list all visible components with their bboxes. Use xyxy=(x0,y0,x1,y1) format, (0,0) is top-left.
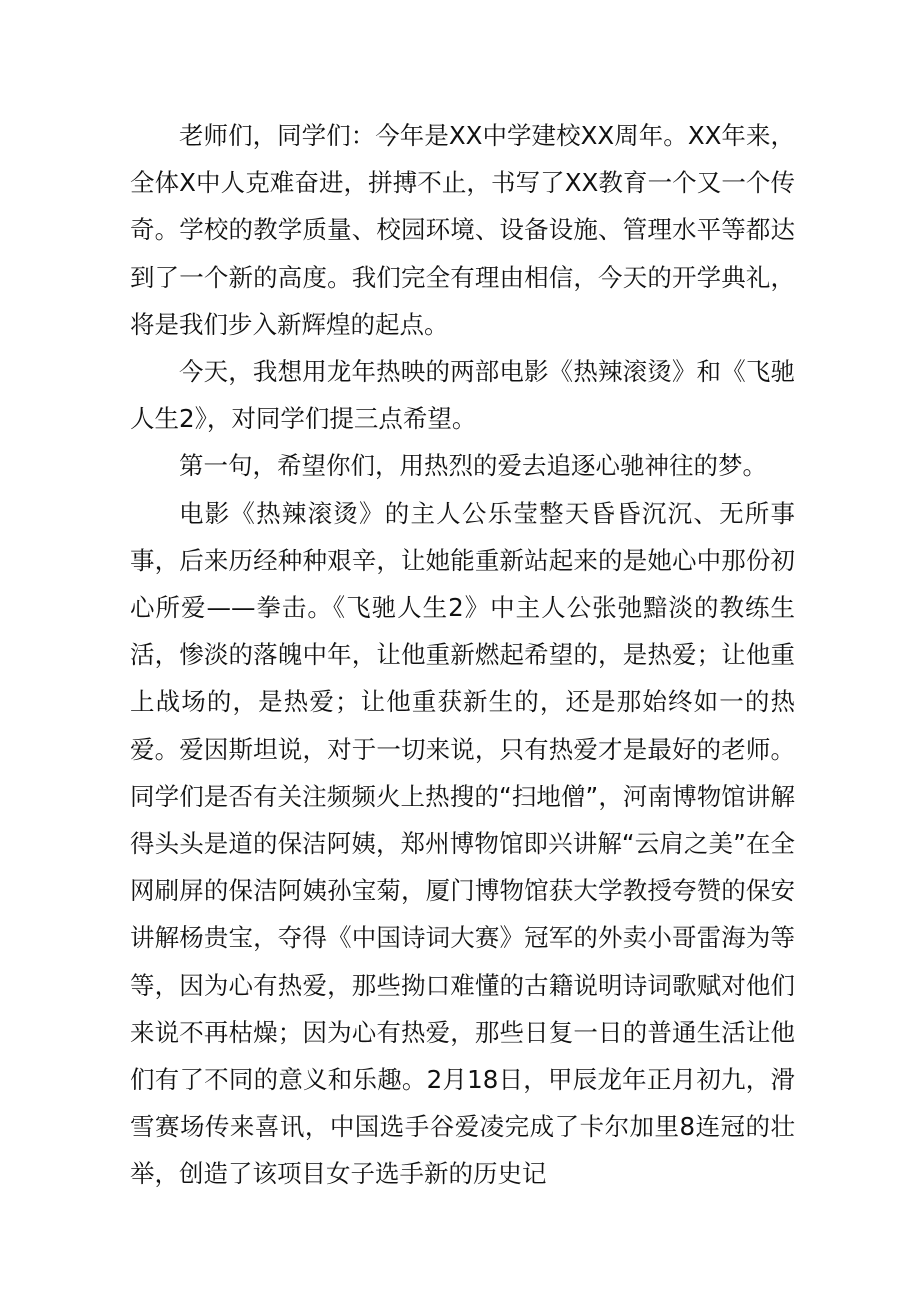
paragraph-films-intro: 今天，我想用龙年热映的两部电影《热辣滚烫》和《飞驰人生2》，对同学们提三点希望。 xyxy=(130,357,795,434)
document-body xyxy=(130,112,795,1198)
paragraph-first-hope: 第一句，希望你们，用热烈的爱去追逐心驰神往的梦。 xyxy=(179,451,767,481)
paragraph-film-story: 电影《热辣滚烫》的主人公乐莹整天昏昏沉沉、无所事事，后来历经种种艰辛，让她能重新站起来的是她心中那份初心所爱——拳击。《飞驰人生2》中主人公张弛黯淡的教练生活，惨淡的落魄中年，让他重新燃起希望的，是热爱；让他重上战场的，是热爱；让他重获新生的，还是那始终如一的热爱。爱因斯坦说，对于一切来说，只有热爱才是最好的老师。同学们是否有关注频频火上热搜的“扫地僧”，河南博物馆讲解得头头是道的保洁阿姨，郑州博物馆即兴讲解“云肩之美”在全网刷屏的保洁阿姨孙宝菊，厦门博物馆获大学教授夸赞的保安讲解杨贵宝，夺得《中国诗词大赛》冠军的外卖小哥雷海为等等，因为心有热爱，那些拗口难懂的古籍说明诗词歌赋对他们来说不再枯燥；因为心有热爱，那些日复一日的普通生活让他们有了不同的意义和乐趣。2月18日，甲辰龙年正月初九，滑雪赛场传来喜讯，中国选手谷爱凌完成了卡尔加里8连冠的壮举，创造了该项目女子选手新的历史记 xyxy=(130,498,795,1189)
paragraph-opening: 老师们，同学们：今年是XX中学建校XX周年。XX年来，全体X中人克难奋进，拼搏不止，书写了XX教育一个又一个传奇。学校的教学质量、校园环境、设备设施、管理水平等都达到了一个新的高度。我们完全有理由相信，今天的开学典礼，将是我们步入新辉煌的起点。 xyxy=(130,121,795,339)
